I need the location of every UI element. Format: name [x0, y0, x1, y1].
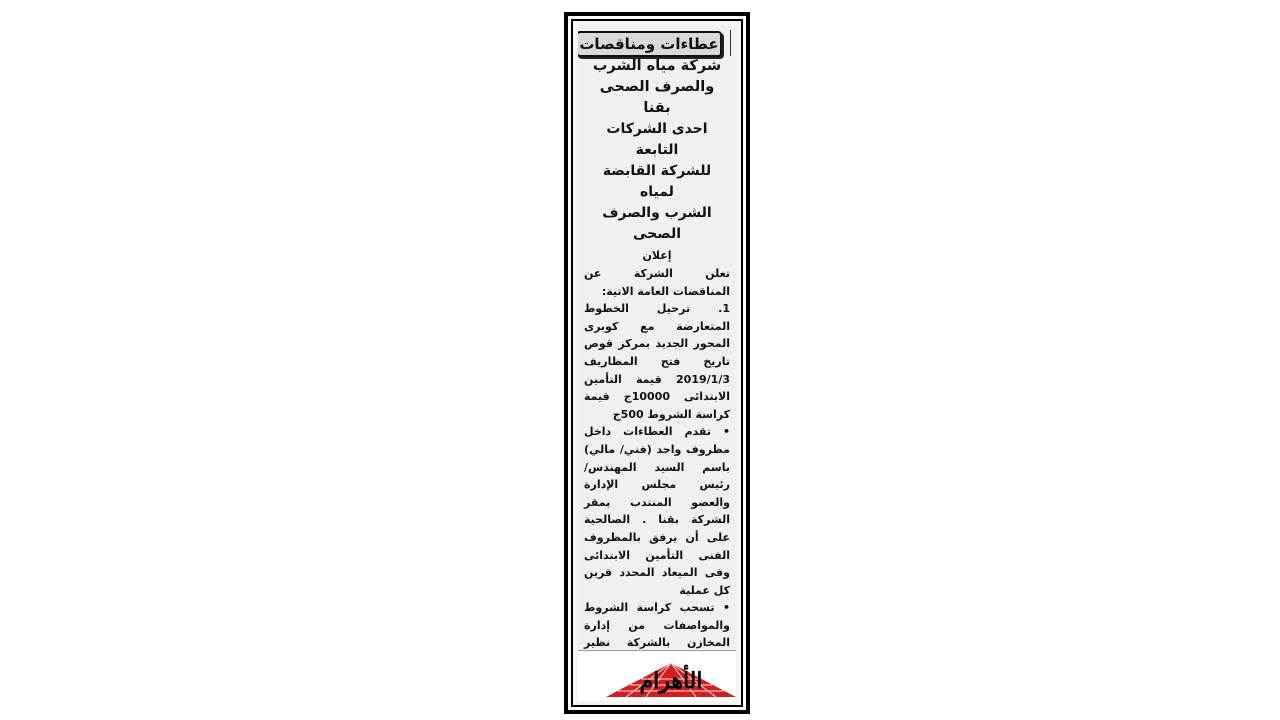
column-rule	[730, 30, 731, 56]
holding-line: احدى الشركات التابعة	[606, 121, 708, 158]
company-line: والصرف الصحى	[599, 79, 715, 95]
logo-wordmark: الأهرام	[639, 668, 703, 694]
newspaper-clipping-frame	[564, 12, 750, 714]
holding-line: للشركة القابضة لمياه	[602, 163, 712, 200]
company-name	[584, 56, 730, 119]
tender-item-1: 1. ترحيل الخطوط المتعارضة مع كوبرى المحور الجديد بمركز قوص تاريخ فتح المظاريف 2019/1/3 قيمة التأمين الابتدائى 10000ج قيمة كراسة الشروط 500ج	[584, 302, 731, 421]
notice-label: إعلان	[642, 249, 672, 262]
submission-terms: • تقدم العطاءات داخل مظروف واحد (فني/ مالي) باسم السيد المهندس/ رئيس مجلس الإدارة والعضو المنتدب بمقر الشركة بقنا . الصالحية على أن يرفق بالمظروف الفنى التأمين الابتدائى وفى الميعاد المحدد قرين كل عملية	[584, 425, 730, 597]
clipping-border	[571, 19, 743, 707]
company-line: بقنا	[643, 100, 671, 116]
intro-paragraph: تعلن الشركة عن المناقصات العامة الاتية:	[584, 267, 730, 298]
ad-body	[578, 56, 736, 649]
booklet-terms: • تسحب كراسة الشروط والمواصفات من إدارة المخازن بالشركة نظير	[584, 601, 730, 649]
holding-line: الشرب والصرف الصحى	[602, 205, 712, 242]
footer	[578, 650, 736, 701]
company-line: شركة مياه الشرب	[592, 58, 722, 74]
section-banner: عطاءات ومناقصات	[578, 31, 722, 57]
header-row	[578, 26, 736, 52]
al-ahram-logo	[606, 659, 736, 699]
holding-affiliation	[584, 119, 730, 245]
advertisement-clip	[578, 26, 736, 649]
